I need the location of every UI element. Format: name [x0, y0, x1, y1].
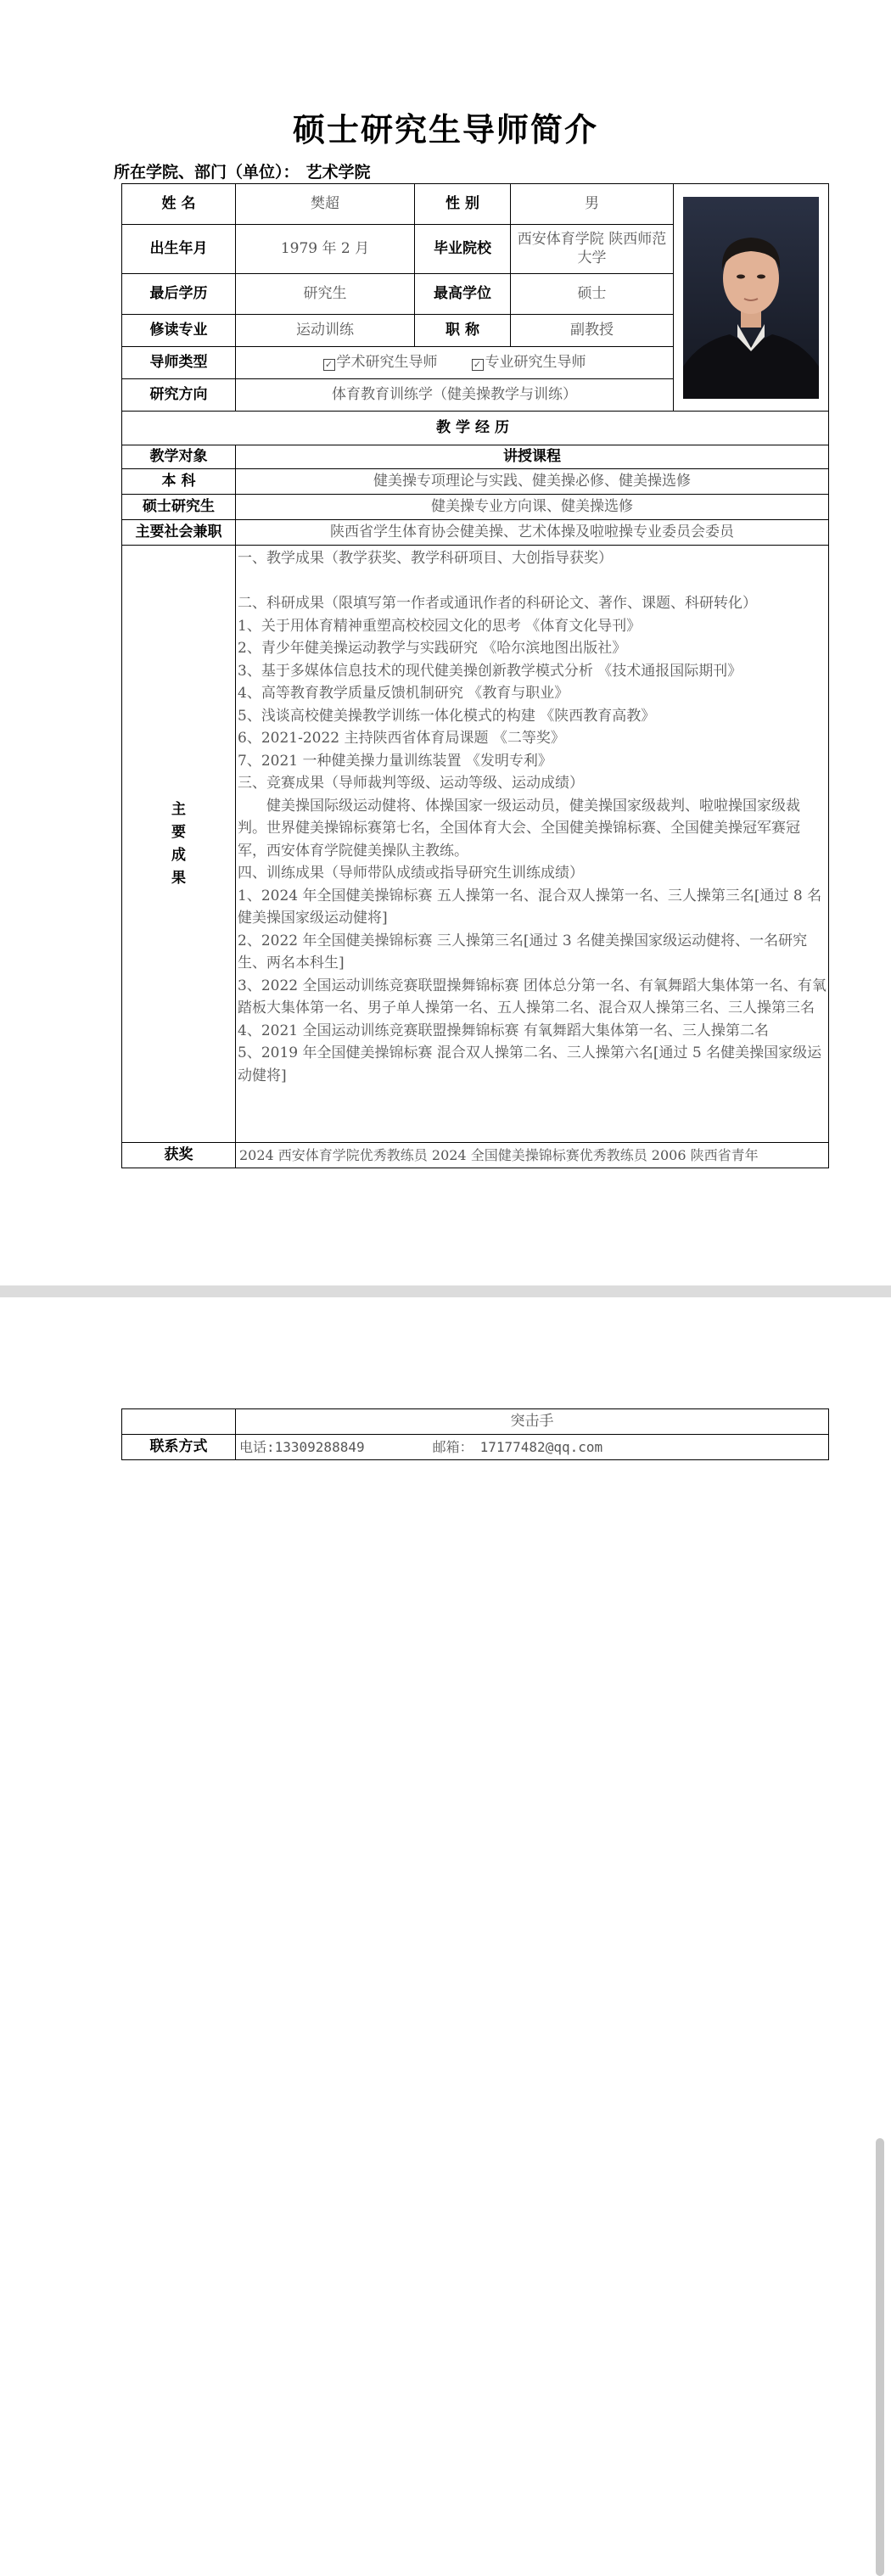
school-label: 毕业院校: [415, 225, 511, 274]
profile-table: [121, 183, 829, 1168]
contact-table: [121, 1408, 829, 1460]
achievement-line: 一、教学成果（教学获奖、教学科研项目、大创指导获奖）: [238, 550, 613, 567]
course-label: 讲授课程: [236, 445, 829, 469]
social-value: 陕西省学生体育协会健美操、艺术体操及啦啦操专业委员会委员: [236, 520, 829, 546]
birth-value: 1979 年 2 月: [236, 225, 415, 274]
social-label: 主要社会兼职: [122, 520, 236, 546]
gender-label: 性 别: [415, 184, 511, 225]
photo-cell: [674, 184, 829, 412]
degree-label: 最高学位: [415, 274, 511, 315]
master-label: 硕士研究生: [122, 495, 236, 520]
page-1: [0, 0, 891, 1285]
degree-value: 硕士: [511, 274, 674, 315]
mentor-type-label: 导师类型: [122, 347, 236, 379]
page-2: [0, 1297, 891, 2576]
scrollbar[interactable]: [876, 2138, 884, 2576]
direction-value: 体育教育训练学（健美操教学与训练）: [236, 379, 674, 412]
awards-label: 获奖: [122, 1143, 236, 1168]
portrait-photo: [683, 197, 819, 399]
achievement-line: 健美操国际级运动健将、体操国家一级运动员，健美操国家级裁判、啦啦操国家级裁判。世界健美操锦标赛第七名，全国体育大会、全国健美操锦标赛、全国健美操冠军赛冠军，西安体育学院健美操队主教练。: [238, 797, 800, 860]
major-value: 运动训练: [236, 315, 415, 347]
undergrad-label: 本 科: [122, 469, 236, 495]
school-value: 西安体育学院 陕西师范大学: [511, 225, 674, 274]
rank-label: 职 称: [415, 315, 511, 347]
teaching-header: 教学经历: [122, 412, 829, 445]
achievement-line: 2、青少年健美操运动教学与实践研究 《哈尔滨地图出版社》: [238, 640, 627, 657]
birth-label: 出生年月: [122, 225, 236, 274]
awards-continued: 突击手: [236, 1409, 829, 1435]
page-separator: [0, 1285, 891, 1297]
direction-label: 研究方向: [122, 379, 236, 412]
teaching-object-label: 教学对象: [122, 445, 236, 469]
contact-value: [236, 1435, 829, 1460]
name-label: 姓 名: [122, 184, 236, 225]
department-label: 所在学院、部门（单位）：: [114, 163, 300, 182]
name-value: 樊超: [236, 184, 415, 225]
mentor-type-professional: 专业研究生导师: [485, 353, 586, 371]
email-value: 17177482@qq.com: [479, 1438, 603, 1455]
major-label: 修读专业: [122, 315, 236, 347]
achievements-label: 主 要 成 果: [122, 546, 236, 1143]
achievement-line: 四、训练成果（导师带队成绩或指导研究生训练成绩）: [238, 865, 584, 882]
achievement-line: 2、2022 年全国健美操锦标赛 三人操第三名[通过 3 名健美操国家级运动健将、一名研究生、两名本科生]: [238, 932, 808, 972]
education-label: 最后学历: [122, 274, 236, 315]
achievement-line: 5、浅谈高校健美操教学训练一体化模式的构建 《陕西教育高教》: [238, 707, 656, 725]
undergrad-courses: 健美操专项理论与实践、健美操必修、健美操选修: [236, 469, 829, 495]
phone-value: 电话:13309288849: [239, 1438, 365, 1455]
awards-value: 2024 西安体育学院优秀教练员 2024 全国健美操锦标赛优秀教练员 2006 陕西省青年: [236, 1143, 829, 1168]
achievement-line: 6、2021-2022 主持陕西省体育局课题 《二等奖》: [238, 730, 565, 747]
achievement-line: 三、竞赛成果（导师裁判等级、运动等级、运动成绩）: [238, 775, 584, 792]
achievements-content: [236, 546, 829, 1143]
checkbox-checked-icon: ✓: [323, 359, 335, 371]
mentor-type-academic: 学术研究生导师: [336, 353, 438, 371]
achievement-line: 5、2019 年全国健美操锦标赛 混合双人操第二名、三人操第六名[通过 5 名健美操国家级运动健将]: [238, 1044, 822, 1084]
achievement-line: 4、2021 全国运动训练竞赛联盟操舞锦标赛 有氧舞蹈大集体第一名、三人操第二名: [238, 1022, 769, 1039]
achievement-line: 二、科研成果（限填写第一作者或通讯作者的科研论文、著作、课题、科研转化）: [238, 595, 757, 612]
master-courses: 健美操专业方向课、健美操选修: [236, 495, 829, 520]
achievement-line: [238, 570, 828, 593]
mentor-type-value: [236, 347, 674, 379]
contact-label: 联系方式: [122, 1435, 236, 1460]
page-title: 硕士研究生导师简介: [292, 110, 598, 148]
achievement-line: 1、2024 年全国健美操锦标赛 五人操第一名、混合双人操第一名、三人操第三名[通过 8 名健美操国家级运动健将]: [238, 887, 822, 927]
checkbox-checked-icon: ✓: [472, 359, 484, 371]
department-line: [114, 160, 371, 182]
rank-value: 副教授: [511, 315, 674, 347]
avatar: [683, 197, 819, 399]
achievement-line: 3、基于多媒体信息技术的现代健美操创新教学模式分析 《技术通报国际期刊》: [238, 662, 742, 680]
gender-value: 男: [511, 184, 674, 225]
achievement-line: 4、高等教育教学质量反馈机制研究 《教育与职业》: [238, 685, 569, 702]
department-value: 艺术学院: [305, 163, 371, 182]
achievement-line: 1、关于用体育精神重塑高校校园文化的思考 《体育文化导刊》: [238, 617, 642, 635]
email-label: 邮箱：: [432, 1438, 474, 1455]
achievement-line: 3、2022 全国运动训练竞赛联盟操舞锦标赛 团体总分第一名、有氧舞蹈大集体第一名、有氧踏板大集体第一名、男子单人操第一名、五人操第二名、混合双人操第三名、三人操第三名: [238, 977, 827, 1016]
achievement-line: 7、2021 一种健美操力量训练装置 《发明专利》: [238, 752, 552, 770]
awards-continued-label-cell: [122, 1409, 236, 1435]
education-value: 研究生: [236, 274, 415, 315]
